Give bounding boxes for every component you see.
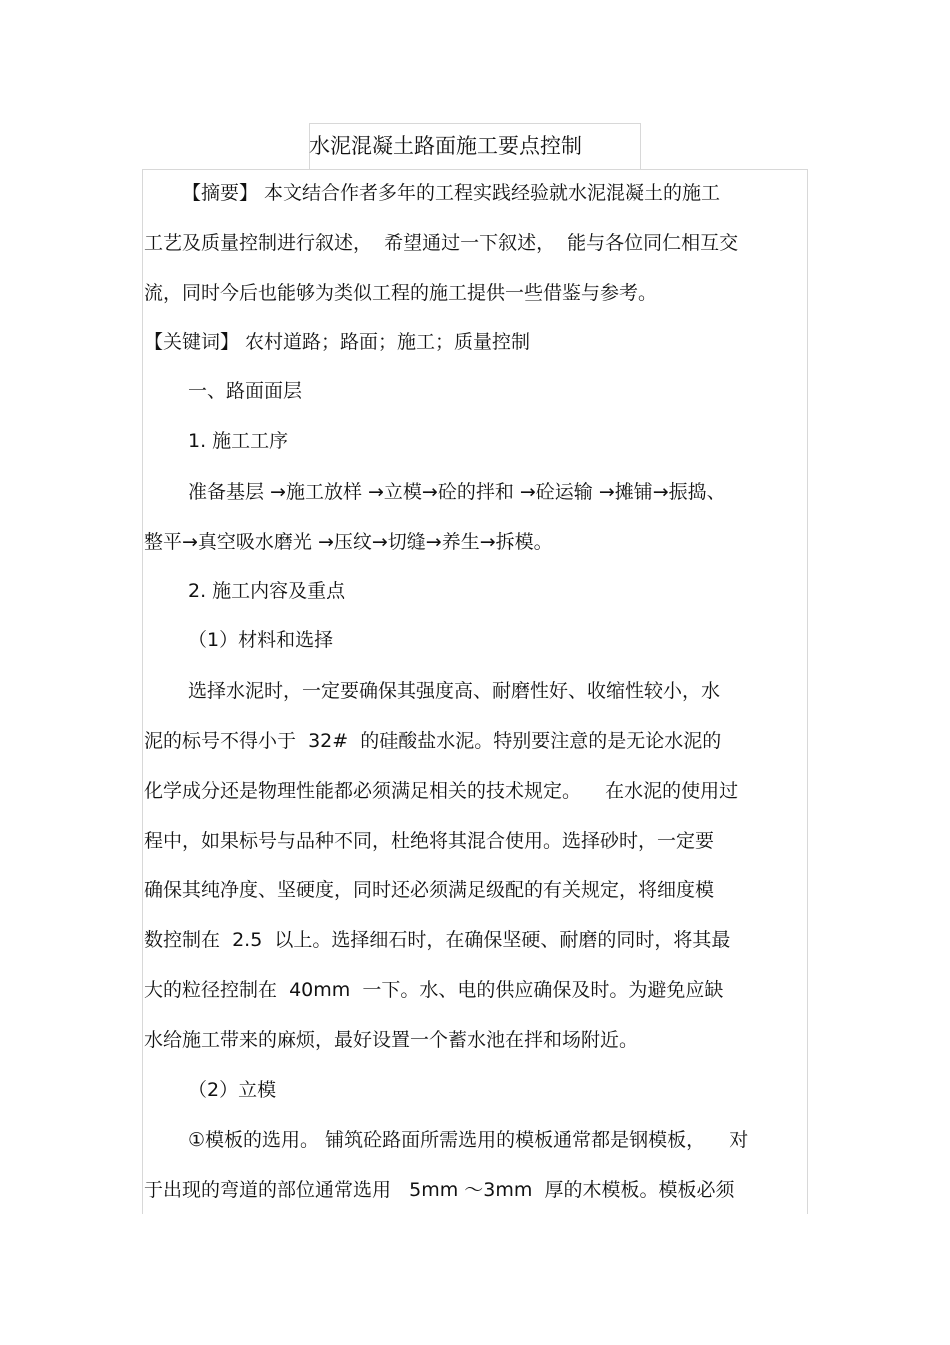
paragraph-line: 选择水泥时，一定要确保其强度高、耐磨性好、收缩性较小，水 bbox=[188, 680, 721, 702]
paragraph-line: 数控制在 2.5 以上。选择细石时，在确保坚硬、耐磨的同时，将其最 bbox=[144, 929, 731, 951]
abstract-line-3: 流，同时今后也能够为类似工程的施工提供一些借鉴与参考。 bbox=[144, 282, 658, 304]
abstract-line-1: 【摘要】 本文结合作者多年的工程实践经验就水泥混凝土的施工 bbox=[182, 182, 721, 204]
item-heading-2: （2）立模 bbox=[188, 1079, 277, 1101]
item-heading-1: （1）材料和选择 bbox=[188, 629, 334, 651]
paragraph-line: 准备基层 →施工放样 →立模→砼的拌和 →砼运输 →摊铺→振捣、 bbox=[188, 481, 726, 503]
paragraph-line: 确保其纯净度、坚硬度，同时还必须满足级配的有关规定，将细度模 bbox=[144, 879, 715, 901]
paragraph-line: ①模板的选用。 铺筑砼路面所需选用的模板通常都是钢模板， 对 bbox=[188, 1129, 749, 1151]
paragraph-line: 泥的标号不得小于 32# 的硅酸盐水泥。特别要注意的是无论水泥的 bbox=[144, 730, 722, 752]
subsection-heading-1: 1. 施工工序 bbox=[188, 430, 289, 452]
abstract-line-2: 工艺及质量控制进行叙述， 希望通过一下叙述， 能与各位同仁相互交 bbox=[144, 232, 739, 254]
paragraph-line: 于出现的弯道的部位通常选用 5mm ～3mm 厚的木模板。模板必须 bbox=[144, 1179, 735, 1201]
paragraph-line: 大的粒径控制在 40mm 一下。水、电的供应确保及时。为避免应缺 bbox=[144, 979, 724, 1001]
paragraph-line: 化学成分还是物理性能都必须满足相关的技术规定。 在水泥的使用过 bbox=[144, 780, 739, 802]
section-heading-1: 一、路面面层 bbox=[188, 380, 303, 402]
paragraph-line: 水给施工带来的麻烦，最好设置一个蓄水池在拌和场附近。 bbox=[144, 1029, 639, 1051]
paragraph-line: 整平→真空吸水磨光 →压纹→切缝→养生→拆模。 bbox=[144, 531, 553, 553]
keywords-line: 【关键词】 农村道路；路面；施工；质量控制 bbox=[144, 331, 531, 353]
document-title: 水泥混凝土路面施工要点控制 bbox=[309, 134, 582, 158]
paragraph-line: 程中，如果标号与品种不同，杜绝将其混合使用。选择砂时，一定要 bbox=[144, 830, 715, 852]
subsection-heading-2: 2. 施工内容及重点 bbox=[188, 580, 346, 602]
